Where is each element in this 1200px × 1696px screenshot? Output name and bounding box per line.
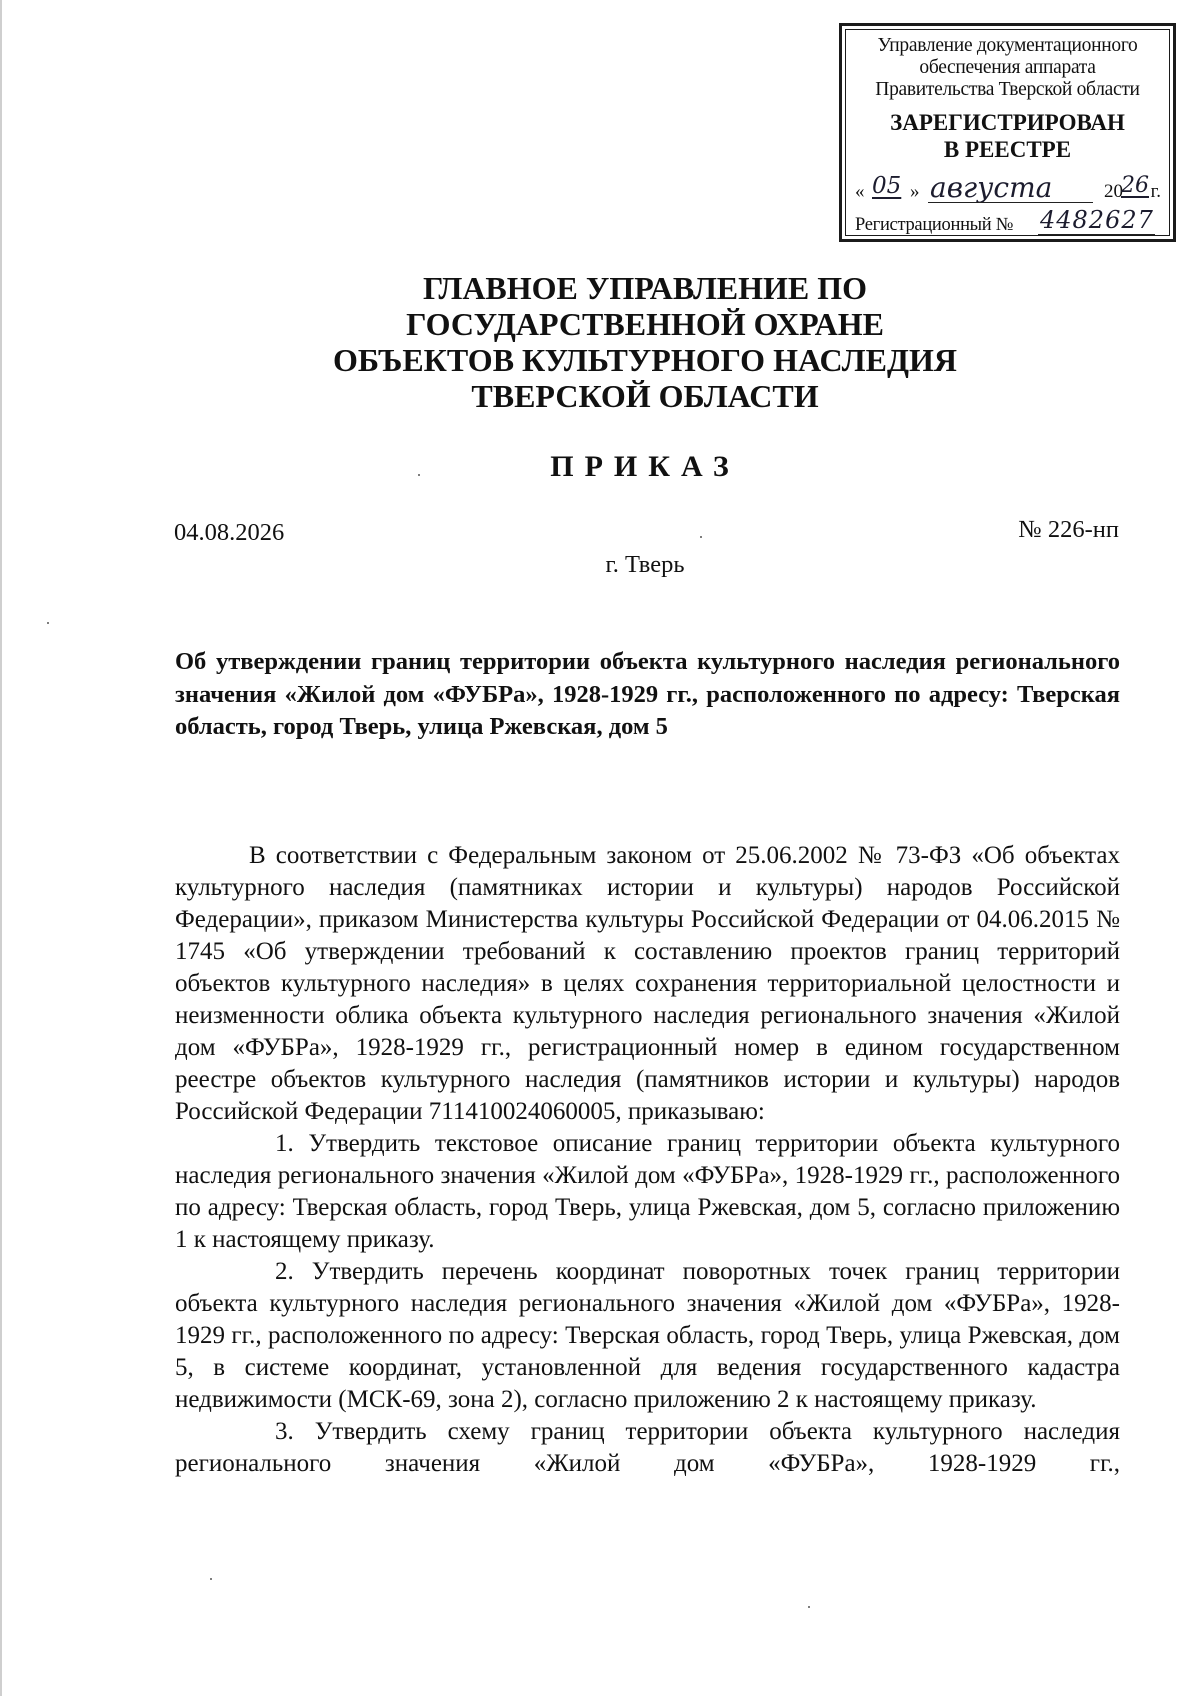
registration-stamp-inner	[845, 29, 1170, 236]
stamp-organization	[846, 35, 1169, 101]
stamp-org-line: Управление документационного	[877, 35, 1138, 56]
stamp-reg-number-handwritten: 4482627	[1040, 206, 1154, 234]
body-item-3: 3. Утвердить схему границ территории объекта культурного наследия регионального значения «Жилой дом «ФУБРа», 1928-1929 гг.,	[175, 1418, 1120, 1477]
order-city: г. Тверь	[605, 551, 685, 578]
agency-name-line: ГОСУДАРСТВЕННОЙ ОХРАНЕ	[406, 306, 884, 342]
order-subject: Об утверждении границ территории объекта культурного наследия регионального значения «Жилой дом «ФУБРа», 1928-1929 гг., расположенного по адресу: Тверская область, город Тверь, улица Ржевская, дом 5	[175, 648, 1120, 740]
document-type: ПРИКАЗ	[550, 450, 740, 483]
stamp-day-handwritten: 05	[872, 173, 902, 199]
stamp-month-handwritten: августа	[930, 171, 1053, 204]
stamp-reg-label: Регистрационный №	[855, 215, 1014, 235]
scan-speck	[808, 1606, 810, 1608]
stamp-reg-underline	[1038, 234, 1155, 235]
scan-edge	[0, 0, 2, 1696]
stamp-year-prefix: 20	[1104, 181, 1123, 202]
stamp-date	[852, 173, 1163, 205]
agency-name-line: ГЛАВНОЕ УПРАВЛЕНИЕ ПО	[422, 270, 868, 306]
stamp-year-unit: г.	[1150, 181, 1161, 202]
order-body	[175, 840, 1120, 1480]
agency-name	[150, 270, 1140, 414]
scan-speck	[700, 536, 702, 538]
order-number: № 226-нп	[1018, 516, 1119, 543]
stamp-quote-open: «	[855, 181, 865, 202]
stamp-registration-number	[852, 206, 1163, 237]
stamp-org-line: Правительства Тверской области	[875, 79, 1140, 100]
agency-name-line: ТВЕРСКОЙ ОБЛАСТИ	[471, 378, 819, 414]
order-date: 04.08.2026	[174, 519, 285, 546]
stamp-registered-line: В РЕЕСТРЕ	[943, 137, 1072, 162]
registration-stamp	[839, 23, 1176, 242]
stamp-year-handwritten: 26	[1121, 173, 1149, 198]
agency-name-line: ОБЪЕКТОВ КУЛЬТУРНОГО НАСЛЕДИЯ	[333, 342, 957, 378]
stamp-quote-close: »	[910, 181, 920, 202]
stamp-registered-label	[846, 109, 1169, 163]
body-item-2: 2. Утвердить перечень координат поворотных точек границ территории объекта культурного наследия регионального значения «Жилой дом «ФУБРа», 1928-1929 гг., расположенного по адресу: Тверская область, город Тверь, улица Ржевская, дом 5, в системе координат, установленной для ведения государственного кадастра недвижимости (МСК-69, зона 2), согласно приложению 2 к настоящему приказу.	[175, 1258, 1120, 1413]
scan-speck	[210, 1578, 212, 1580]
body-preamble: В соответствии с Федеральным законом от 25.06.2002 № 73-ФЗ «Об объектах культурного наследия (памятниках истории и культуры) народов Российской Федерации», приказом Министерства культуры Российской Федерации от 04.06.2015 № 1745 «Об утверждении требований к составлению проектов границ территорий объектов культурного наследия» в целях сохранения территориальной целостности и неизменности облика объекта культурного наследия регионального значения «Жилой дом «ФУБРа», 1928-1929 гг., регистрационный номер в едином государственном реестре объектов культурного наследия (памятников истории и культуры) народов Российской Федерации 711410024060005, приказываю:	[175, 842, 1120, 1125]
stamp-registered-line: ЗАРЕГИСТРИРОВАН	[890, 110, 1125, 135]
stamp-month-underline	[928, 202, 1093, 203]
stamp-org-line: обеспечения аппарата	[919, 57, 1096, 78]
scan-speck	[47, 622, 49, 624]
body-item-1: 1. Утвердить текстовое описание границ территории объекта культурного наследия регионального значения «Жилой дом «ФУБРа», 1928-1929 гг., расположенного по адресу: Тверская область, город Тверь, улица Ржевская, дом 5, согласно приложению 1 к настоящему приказу.	[175, 1130, 1120, 1253]
